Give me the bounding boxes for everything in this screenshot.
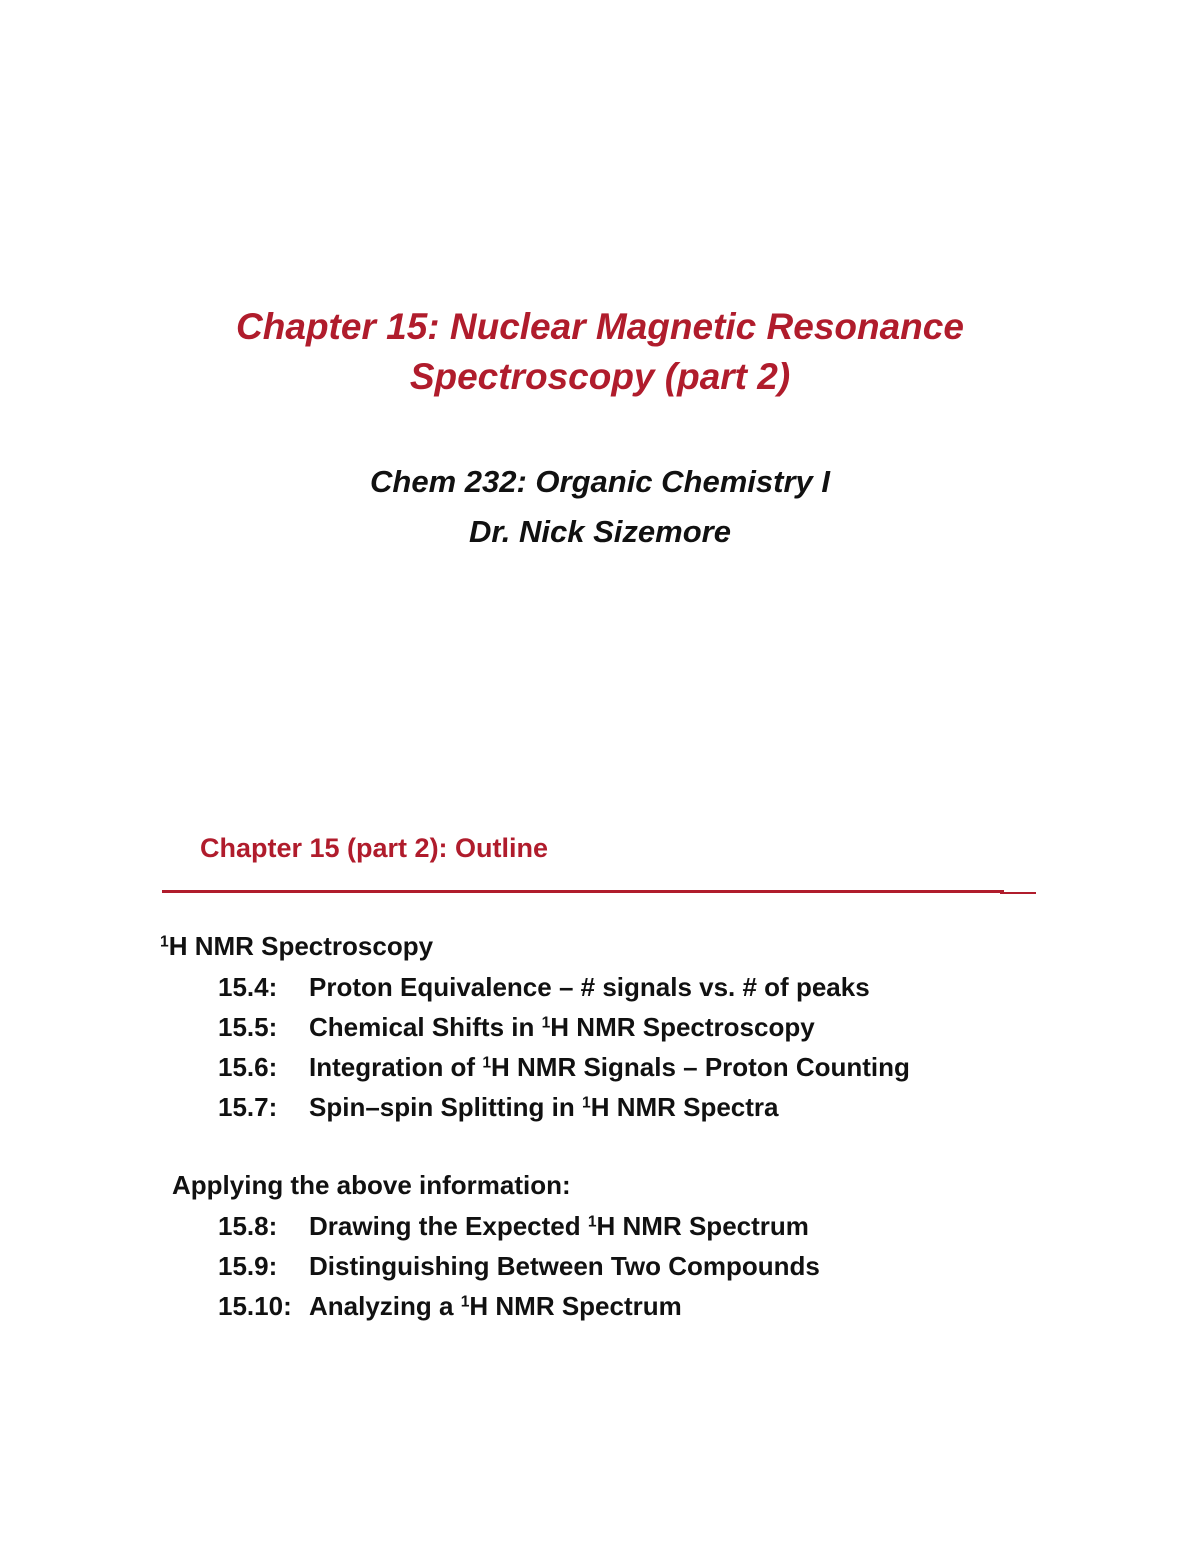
item-text-after: H NMR Spectra: [590, 1092, 779, 1122]
item-text: Proton Equivalence – # signals vs. # of peaks: [309, 972, 870, 1002]
outline-item-15-5: [218, 1010, 815, 1044]
superscript: 1: [160, 933, 169, 951]
item-number: 15.5:: [218, 1012, 278, 1042]
course-info: [0, 457, 1200, 557]
item-number: 15.6:: [218, 1052, 278, 1082]
superscript: 1: [541, 1014, 551, 1032]
outline-divider: [162, 890, 1004, 893]
chapter-title-line-2: Spectroscopy (part 2): [409, 356, 791, 397]
item-text: Integration of: [309, 1052, 483, 1082]
superscript: 1: [482, 1054, 492, 1072]
instructor-name: Dr. Nick Sizemore: [469, 514, 731, 549]
item-text-after: H NMR Spectrum: [469, 1291, 682, 1321]
item-text-after: H NMR Spectrum: [596, 1211, 809, 1241]
item-text: Analyzing a: [309, 1291, 461, 1321]
item-text: Spin–spin Splitting in: [309, 1092, 582, 1122]
outline-divider-tail: [1000, 892, 1036, 894]
outline-item-15-4: [218, 970, 870, 1004]
chapter-title: [0, 302, 1200, 402]
item-number: 15.8:: [218, 1211, 278, 1241]
item-text: Distinguishing Between Two Compounds: [309, 1251, 820, 1281]
outline-heading: Chapter 15 (part 2): Outline: [200, 833, 549, 863]
course-name: Chem 232: Organic Chemistry I: [370, 464, 830, 499]
outline-item-15-6: [218, 1050, 910, 1084]
outline-item-15-9: [218, 1249, 820, 1283]
superscript: 1: [582, 1094, 591, 1112]
item-number: 15.10:: [218, 1291, 292, 1321]
outline-section-applying: Applying the above information:: [172, 1170, 571, 1200]
superscript: 1: [587, 1213, 597, 1231]
item-text: Chemical Shifts in: [309, 1012, 542, 1042]
outline-item-15-8: [218, 1209, 809, 1243]
section-label: H NMR Spectroscopy: [168, 931, 434, 961]
item-number: 15.4:: [218, 972, 278, 1002]
item-text-after: H NMR Signals – Proton Counting: [491, 1052, 910, 1082]
item-number: 15.7:: [218, 1092, 278, 1122]
outline-item-15-10: [218, 1289, 682, 1323]
outline-item-15-7: [218, 1090, 779, 1124]
superscript: 1: [460, 1293, 470, 1311]
chapter-title-line-1: Chapter 15: Nuclear Magnetic Resonance: [236, 306, 964, 347]
item-number: 15.9:: [218, 1251, 278, 1281]
item-text: Drawing the Expected: [309, 1211, 588, 1241]
outline-section-nmr: [160, 929, 433, 963]
item-text-after: H NMR Spectroscopy: [550, 1012, 815, 1042]
